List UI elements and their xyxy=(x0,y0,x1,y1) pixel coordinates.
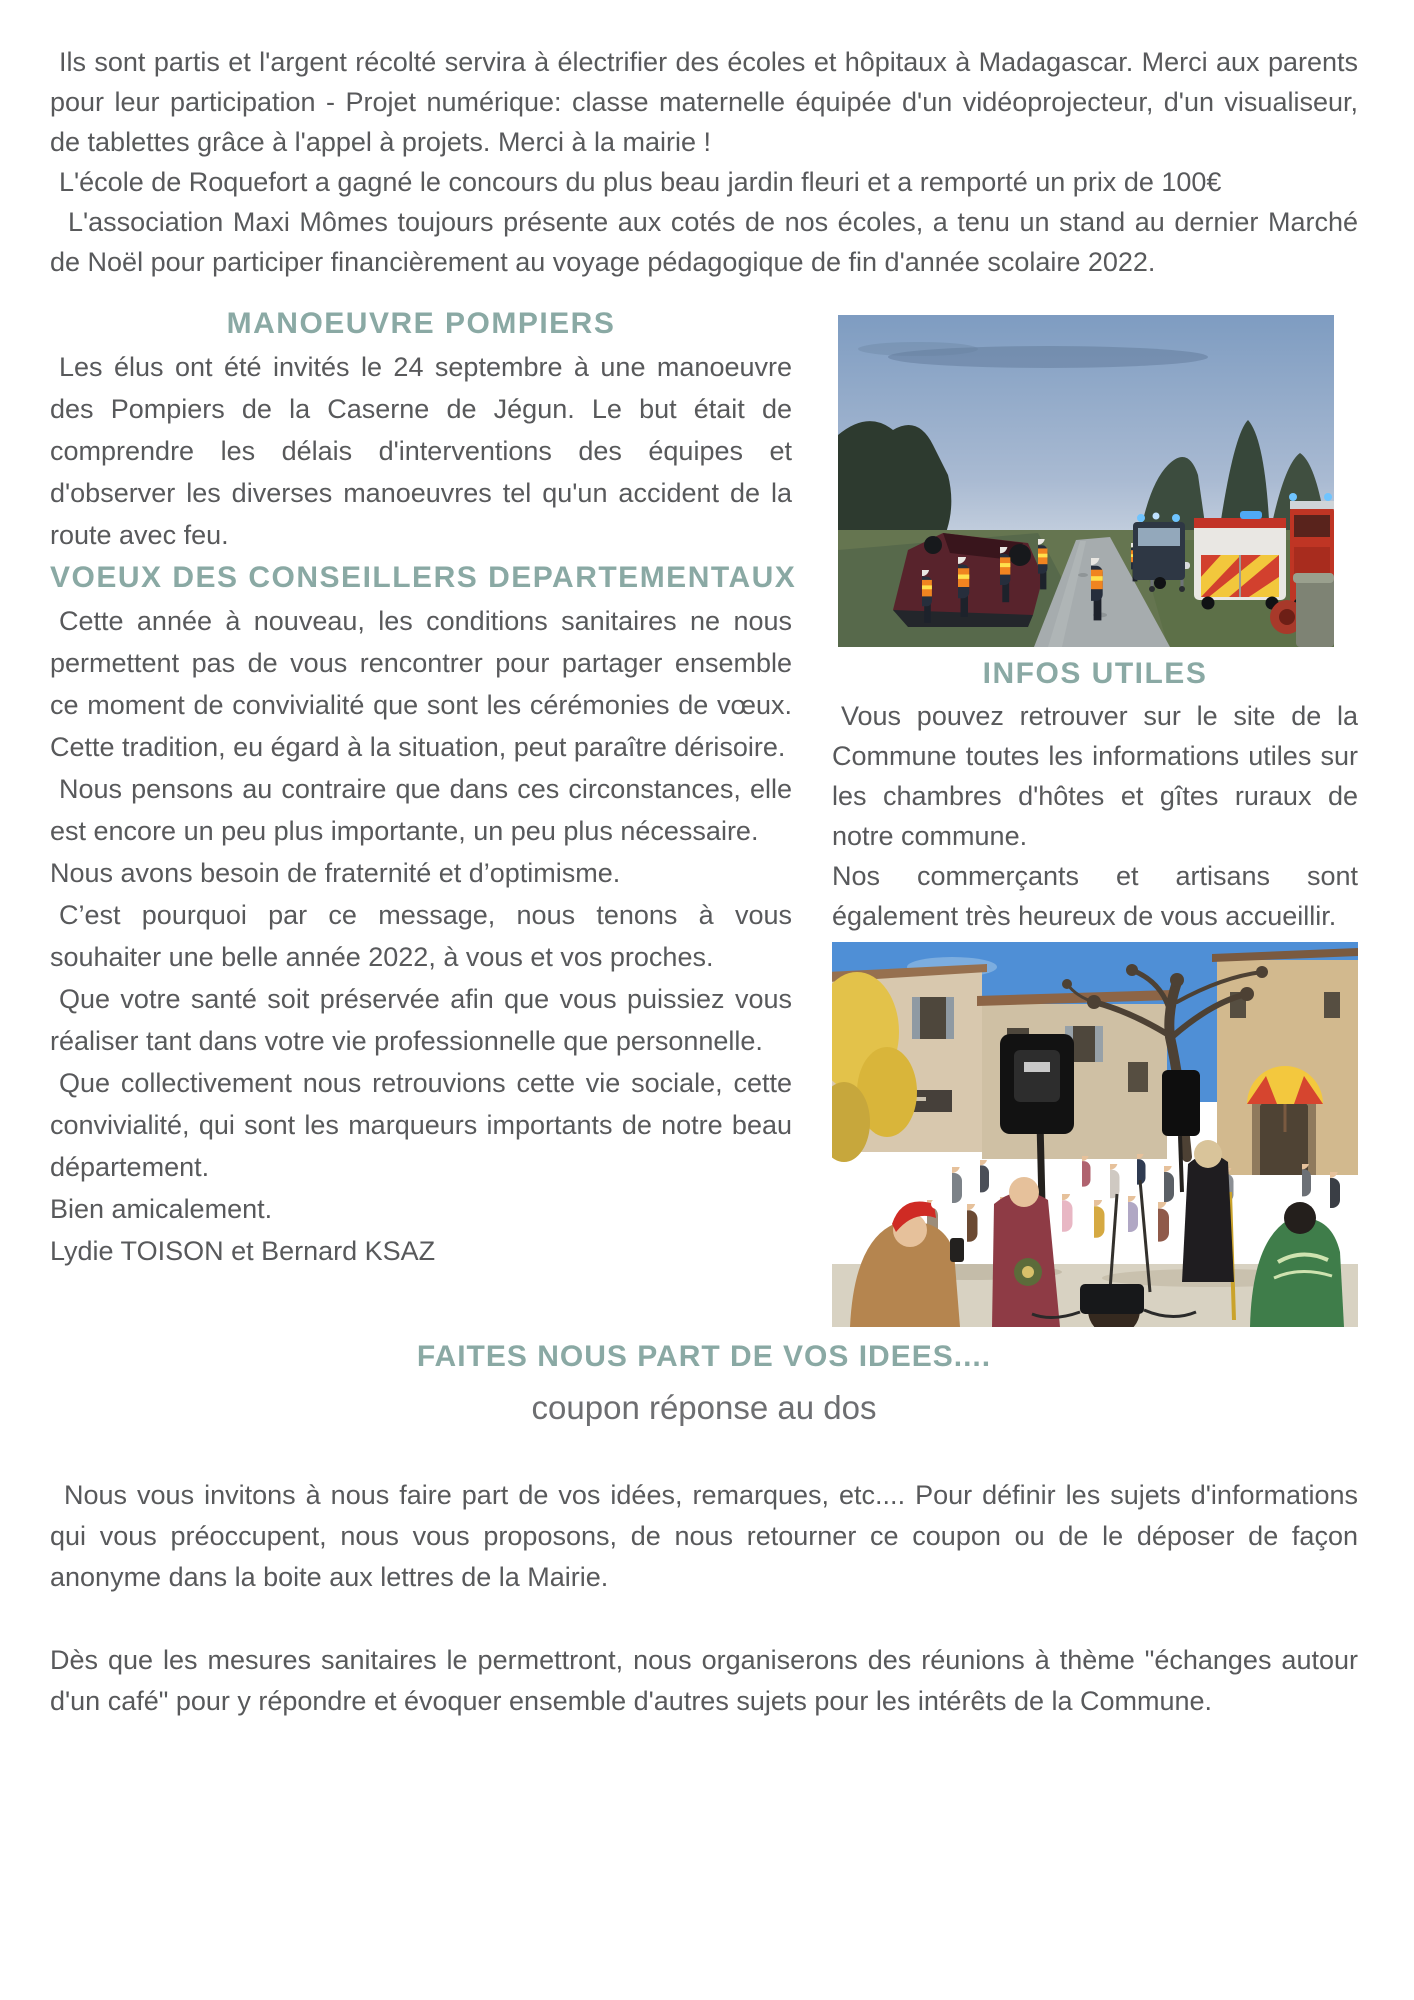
heading-infos-utiles: INFOS UTILES xyxy=(982,657,1208,690)
paragraph-voeux: C’est pourquoi par ce message, nous tenons à vous souhaiter une belle année 2022, à vous et vos proches. xyxy=(50,900,792,972)
ideas-section xyxy=(50,1335,1358,1722)
paragraph-voeux: Que votre santé soit préservée afin que vous puissiez vous réaliser tant dans votre vie professionnelle que personnelle. xyxy=(50,984,792,1056)
heading-manoeuvre-pompiers: MANOEUVRE POMPIERS xyxy=(226,307,616,340)
heading-voeux-conseillers: VOEUX DES CONSEILLERS DEPARTEMENTAUX xyxy=(50,561,797,594)
intro-paragraph-jardin: L'école de Roquefort a gagné le concours du plus beau jardin fleuri et a remporté un prix de 100€ xyxy=(59,167,1222,197)
paragraph-voeux: Cette année à nouveau, les conditions sanitaires ne nous permettent pas de vous rencontrer pour partager ensemble ce moment de convivialité que sont les cérémonies de vœux. Cette tradition, eu égard à la situation, peut paraître dérisoire. xyxy=(50,606,792,762)
closing-line: Bien amicalement. xyxy=(50,1194,273,1224)
paragraph-voeux: Nous avons besoin de fraternité et d’optimisme. xyxy=(50,858,621,888)
two-column-section xyxy=(50,302,1358,1327)
subheading-coupon: coupon réponse au dos xyxy=(531,1389,877,1426)
intro-section xyxy=(50,42,1358,282)
photo-place-village-noel xyxy=(832,942,1358,1327)
paragraph-infos-site: Vous pouvez retrouver sur le site de la Commune toutes les informations utiles sur les chambres d'hôtes et gîtes ruraux de notre commune. xyxy=(832,701,1358,851)
ambulance-shape xyxy=(1194,511,1286,610)
paragraph-invitation-idees: Nous vous invitons à nous faire part de vos idées, remarques, etc.... Pour définir les sujets d'informations qui vous préoccupent, nous vous proposons, de nous retourner ce coupon ou de le déposer de façon anonyme dans la boite aux lettres de la Mairie. xyxy=(50,1480,1358,1592)
heading-faites-nous-part: FAITES NOUS PART DE VOS IDEES.... xyxy=(416,1340,992,1373)
intro-paragraph-madagascar: Ils sont partis et l'argent récolté servira à électrifier des écoles et hôpitaux à Madagascar. Merci aux parents pour leur participation - Projet numérique: classe maternelle équipée d'un vidéoprojecteur, d'un visualiseur, de tablettes grâce à l'appel à projets. Merci à la mairie ! xyxy=(50,47,1358,157)
paragraph-manoeuvre: Les élus ont été invités le 24 septembre à une manoeuvre des Pompiers de la Caserne de Jégun. Le but était de comprendre les délais d'interventions des équipes et d'observer les diverses manoeuvres tel qu'un accident de la route avec feu. xyxy=(50,352,792,550)
right-column xyxy=(832,302,1358,1327)
paragraph-voeux: Que collectivement nous retrouvions cette vie sociale, cette convivialité, qui sont les marqueurs importants de notre beau département. xyxy=(50,1068,792,1182)
van-secours-shape xyxy=(1133,513,1185,590)
signature-line: Lydie TOISON et Bernard KSAZ xyxy=(50,1236,436,1266)
paragraph-infos-commercants: Nos commerçants et artisans sont également très heureux de vous accueillir. xyxy=(832,861,1358,931)
intro-paragraph-maxi-momes: L'association Maxi Mômes toujours présente aux cotés de nos écoles, a tenu un stand au dernier Marché de Noël pour participer financièrement au voyage pédagogique de fin d'année scolaire 2022. xyxy=(50,207,1358,277)
left-column xyxy=(50,302,797,1327)
paragraph-reunions-cafe: Dès que les mesures sanitaires le permettront, nous organiserons des réunions à thème "échanges autour d'un café" pour y répondre et évoquer ensemble d'autres sujets pour les intérêts de la Commune. xyxy=(50,1645,1358,1716)
paragraph-voeux: Nous pensons au contraire que dans ces circonstances, elle est encore un peu plus importante, un peu plus nécessaire. xyxy=(50,774,792,846)
photo-manoeuvre-pompiers xyxy=(838,315,1334,647)
